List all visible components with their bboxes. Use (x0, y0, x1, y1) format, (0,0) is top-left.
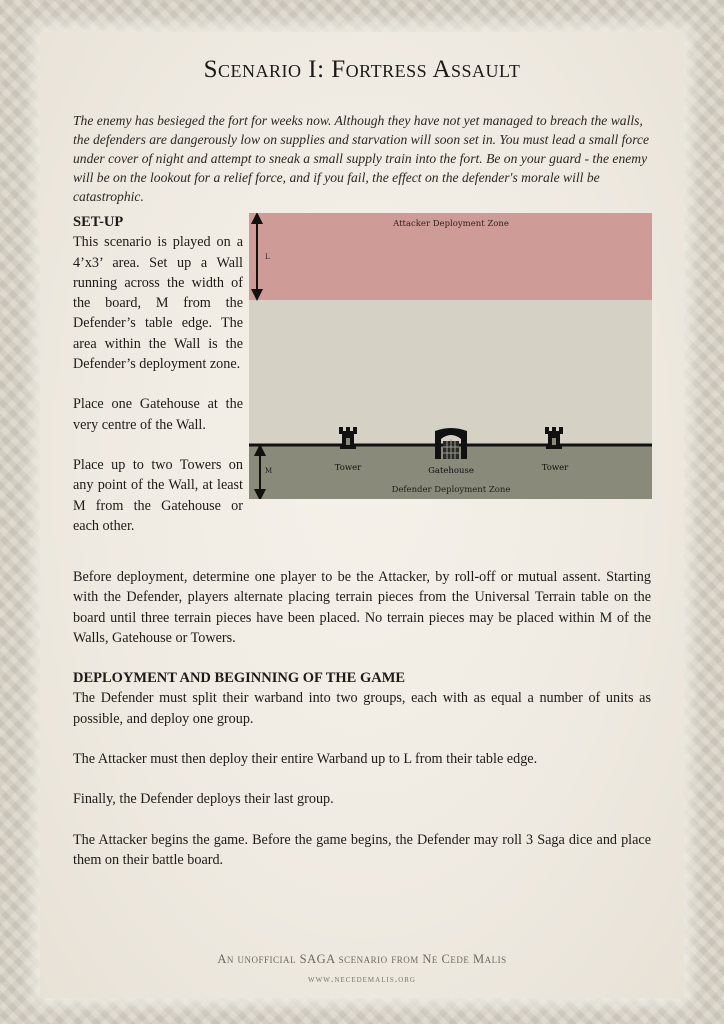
setup-paragraph-3: Place up to two Towers on any point of the Wall, at least M from the Gatehouse or each other. (73, 456, 243, 534)
split-paragraph: The Defender must split their warband into two groups, each with as equal a number of units as possible, and deploy one group. (73, 690, 651, 727)
intro-paragraph: The enemy has besieged the fort for weeks now. Although they have not yet managed to breach the walls, the defenders are dangerously low on supplies and starvation will soon set in. You must lead a small force under cover of night and attempt to sneak a small supply train into the fort. Be on your guard - the enemy will be on the lookout for a relief force, and if you fail, the effect on the defender's morale will be catastrophic. (73, 113, 650, 204)
attacker-deploy-paragraph: The Attacker must then deploy their entire Warband up to L from their table edge. (73, 751, 538, 768)
tower-left-label: Tower (334, 463, 362, 473)
main-body (73, 567, 651, 890)
setup-paragraph-1: This scenario is played on a 4’x3’ area. Set up a Wall running across the width of the board, M from the Defender’s table edge. The area within the Wall is the Defender’s deployment zone. (73, 234, 243, 373)
footer-website: www.necedemalis.org (308, 974, 416, 985)
gatehouse-icon (435, 428, 467, 459)
footer-credit: An unofficial SAGA scenario from Ne Cede Malis (217, 952, 507, 966)
page-title: Scenario I: Fortress Assault (203, 56, 521, 83)
setup-section (73, 212, 243, 556)
tower-right-label: Tower (541, 463, 569, 473)
battlefield-map (249, 213, 652, 499)
gatehouse-label: Gatehouse (428, 466, 474, 476)
deployment-prep-paragraph: Before deployment, determine one player to be the Attacker, by roll-off or mutual assent. Starting with the Defender, players alternate placing terrain pieces from the Universal Terrain table on the board until three terrain pieces have been placed. No terrain pieces may be placed within M of the Walls, Gatehouse or Towers. (73, 569, 651, 646)
l-label: L (265, 253, 270, 261)
m-label: M (265, 467, 273, 475)
defender-zone-label: Defender Deployment Zone (391, 485, 511, 495)
final-deploy-paragraph: Finally, the Defender deploys their last group. (73, 791, 334, 808)
attacker-zone-label: Attacker Deployment Zone (393, 219, 509, 229)
setup-paragraph-2: Place one Gatehouse at the very centre of the Wall. (73, 396, 243, 433)
begin-game-paragraph: The Attacker begins the game. Before the game begins, the Defender may roll 3 Saga dice and place them on their battle board. (73, 831, 651, 868)
deployment-heading: DEPLOYMENT AND BEGINNING OF THE GAME (73, 670, 406, 687)
neutral-zone (249, 300, 652, 444)
setup-heading: SET-UP (73, 214, 124, 230)
